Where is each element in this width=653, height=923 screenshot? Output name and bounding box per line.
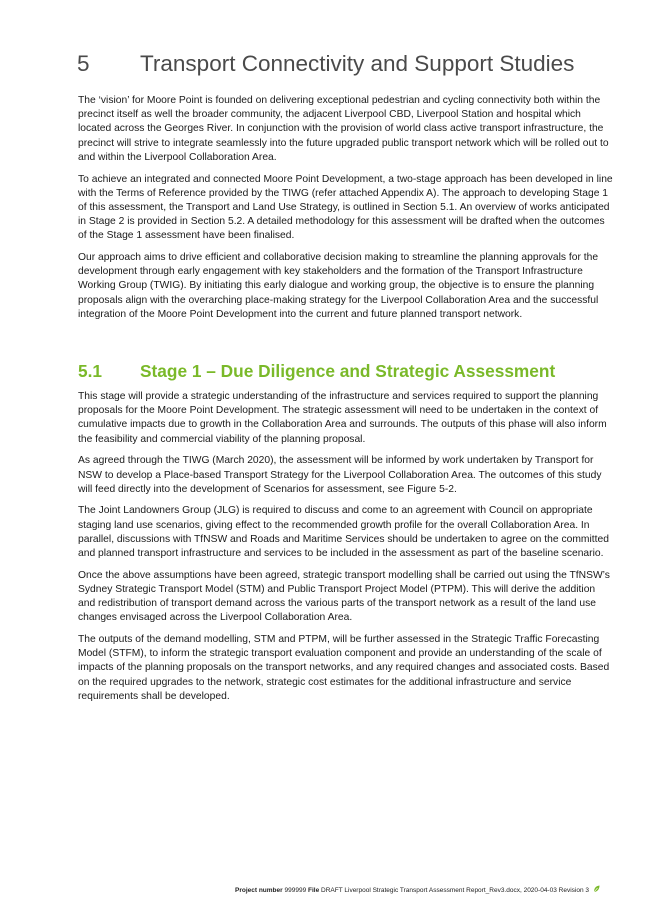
subsection-title: Stage 1 – Due Diligence and Strategic Assessment <box>140 361 556 381</box>
subsection-paragraph: The outputs of the demand modelling, STM and PTPM, will be further assessed in the Strategic Traffic Forecasting Model (STFM), to inform the strategic transport evaluation component and provide an understanding of the scale of impacts of the planning proposals on the transport networks, and any required changes and associated costs. Based on the required upgrades to the network, strategic cost estimates for the additional infrastructure and service requirements shall be developed. <box>78 634 610 702</box>
footer-file-value: DRAFT Liverpool Strategic Transport Assessment Report_Rev3.docx, 2020-04-03 <box>321 887 557 895</box>
footer-project-label: Project number <box>235 887 283 895</box>
page-footer <box>235 885 635 896</box>
subsection-paragraph: This stage will provide a strategic understanding of the infrastructure and services required to support the planning proposals for the Moore Point Development. The strategic assessment will need to be undertaken in the context of cumulative impacts due to growth in the Collaboration Area and surrounds. The outputs of this phase will also inform the feasibility and commercial viability of the planning proposal. <box>78 391 607 445</box>
leaf-icon <box>593 885 600 896</box>
section-paragraph: Our approach aims to drive efficient and collaborative decision making to streamline the planning approvals for the development through early engagement with key stakeholders and the formation of the Transport Infrastructure Working Group (TWIG). By initiating this early dialogue and working group, the objective is to ensure the planning proposals align with the overarching place-making strategy for the Liverpool Collaboration Area and the successful integration of the Moore Point Development into the current and future planned transport network. <box>78 252 599 320</box>
footer-revision-value: 3 <box>585 887 590 895</box>
footer-project-value: 999999 <box>284 887 307 895</box>
section-heading <box>77 50 617 78</box>
section-body <box>78 94 613 330</box>
footer-revision-label: Revision <box>558 887 584 895</box>
section-paragraph: To achieve an integrated and connected Moore Point Development, a two-stage approach has been developed in line with the Terms of Reference provided by the TIWG (refer attached Appendix A). The approach to developing Stage 1 of this assessment, the Transport and Land Use Strategy, is outlined in Section 5.1. An overview of works anticipated in Stage 2 is provided in Section 5.2. A detailed methodology for this assessment will be drafted when the outcomes of the Stage 1 assessment have been finalised. <box>78 173 613 242</box>
subsection-paragraph: Once the above assumptions have been agreed, strategic transport modelling shall be carried out using the TfNSW’s Sydney Strategic Transport Model (STM) and Public Transport Project Model (PTPM). This will derive the addition and redistribution of transport demand across the various parts of the transport network as a result of the land use changes envisaged across the Liverpool Collaboration Area. <box>78 569 610 624</box>
subsection-number: 5.1 <box>78 361 103 381</box>
subsection <box>78 360 613 712</box>
subsection-paragraph: As agreed through the TIWG (March 2020), the assessment will be informed by work undertaken by Transport for NSW to develop a Place-based Transport Strategy for the Liverpool Collaboration Area. The outcomes of this study will feed directly into the development of Scenarios for assessment, see Figure 5-2. <box>78 455 602 495</box>
section-paragraph: The ‘vision’ for Moore Point is founded on delivering exceptional pedestrian and cycling connectivity both within the precinct itself as well the broader community, the adjacent Liverpool CBD, Liverpool Station and hospital which located across the Georges River. In conjunction with the provision of world class active transport infrastructure, the precinct will strive to integrate seamlessly into the future upgraded public transport network which will be rolled out to and within the Liverpool Collaboration Area. <box>78 95 609 163</box>
subsection-paragraph: The Joint Landowners Group (JLG) is required to discuss and come to an agreement with Council on appropriate staging land use scenarios, giving effect to the recommended growth profile for the overall Collaboration Area. In parallel, discussions with TfNSW and Roads and Maritime Services should be undertaken to agree on the committed and planned transport infrastructure and services to be included in the assessment as part of the baseline scenario. <box>78 505 609 560</box>
section-number: 5 <box>77 51 90 76</box>
footer-file-label: File <box>308 887 320 895</box>
subsection-heading <box>78 360 613 382</box>
section-title: Transport Connectivity and Support Studies <box>140 51 575 76</box>
